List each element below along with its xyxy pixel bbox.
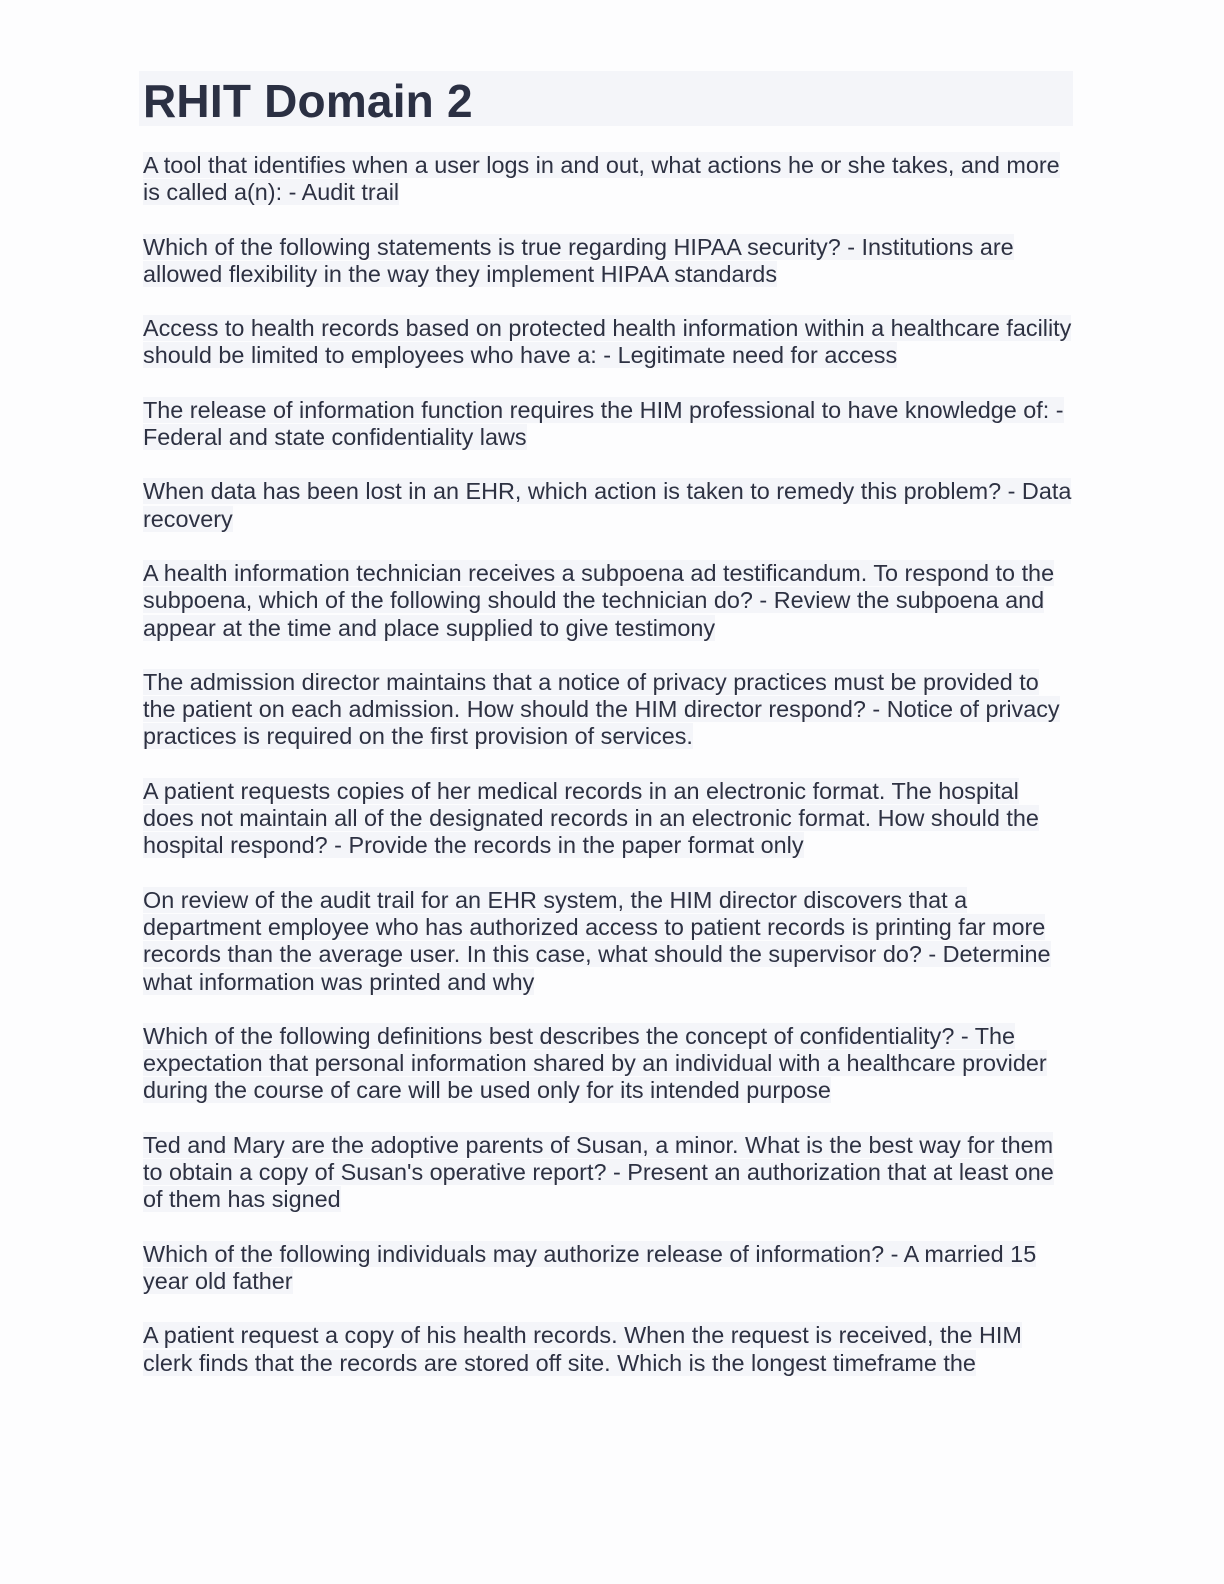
title-bar — [139, 71, 1073, 126]
answer-separator: - — [1001, 478, 1022, 505]
page-title: RHIT Domain 2 — [143, 75, 473, 127]
question-answer-item — [139, 234, 1073, 289]
question-answer-text — [143, 152, 1060, 205]
answer-separator: - — [954, 1022, 975, 1049]
question-answer-item — [139, 669, 1073, 751]
question-answer-text — [143, 887, 1051, 995]
answer-text: Provide the records in the paper format only — [348, 832, 804, 859]
question-answer-text — [143, 1241, 1036, 1294]
answer-text: Determine what information was printed and why — [143, 941, 1051, 995]
question-text: Which of the following individuals may authorize release of information? — [143, 1240, 885, 1267]
question-answer-text — [143, 234, 1014, 287]
answer-text: The expectation that personal information shared by an individual with a healthcare provider during the course of care will be used only for its intended purpose — [143, 1022, 1047, 1104]
answer-text: Institutions are allowed flexibility in the way they implement HIPAA standards — [143, 233, 1014, 287]
question-answer-list — [139, 152, 1073, 1377]
answer-separator: - — [840, 233, 862, 260]
answer-separator: - — [884, 1240, 904, 1267]
question-text: A health information technician receives a subpoena ad testificandum. To respond to the subpoena, which of the following should the technician do? — [143, 559, 1055, 614]
answer-text: Legitimate need for access — [617, 342, 898, 369]
question-answer-text — [143, 315, 1071, 368]
question-answer-item — [139, 778, 1073, 860]
question-answer-item — [139, 1023, 1073, 1105]
question-answer-item — [139, 887, 1073, 996]
question-answer-item — [139, 152, 1073, 207]
question-answer-item — [139, 478, 1073, 533]
question-text: The release of information function requires the HIM professional to have knowledge of: — [143, 396, 1050, 423]
answer-separator: - — [865, 696, 887, 723]
answer-separator: - — [1049, 396, 1064, 423]
question-answer-text — [143, 478, 1071, 531]
question-answer-text — [143, 560, 1054, 641]
answer-text: Federal and state confidentiality laws — [143, 424, 527, 451]
question-text: Ted and Mary are the adoptive parents of Susan, a minor. What is the best way for them to obtain a copy of Susan's operative report? — [143, 1131, 1054, 1186]
question-answer-text — [143, 1023, 1047, 1104]
answer-text: Notice of privacy practices is required on the first provision of services. — [143, 696, 1060, 750]
question-answer-item — [139, 1132, 1073, 1214]
answer-separator: - — [921, 941, 943, 968]
question-answer-text — [143, 1132, 1054, 1213]
answer-separator: - — [282, 179, 302, 206]
question-text: Which of the following definitions best describes the concept of confidentiality? — [143, 1022, 955, 1049]
answer-text: Audit trail — [301, 179, 400, 206]
question-answer-item — [139, 1241, 1073, 1296]
document-page — [139, 71, 1073, 1404]
question-answer-text — [143, 397, 1064, 450]
question-text: Access to health records based on protected health information within a healthcare facility should be limited to employees who have a: — [143, 315, 1072, 369]
answer-separator: - — [606, 1159, 628, 1186]
question-text: A tool that identifies when a user logs in and out, what actions he or she takes, and more is called a(n): — [143, 152, 1060, 206]
question-answer-text — [143, 1322, 1022, 1375]
question-answer-item — [139, 315, 1073, 370]
question-text: When data has been lost in an EHR, which action is taken to remedy this problem? — [143, 478, 1002, 505]
question-answer-text — [143, 778, 1039, 859]
answer-text: A married 15 year old father — [143, 1240, 1037, 1294]
answer-separator: - — [596, 342, 618, 369]
question-answer-item — [139, 1322, 1073, 1377]
question-text: Which of the following statements is true regarding HIPAA security? — [143, 233, 841, 260]
question-text: The admission director maintains that a notice of privacy practices must be provided to the patient on each admission. How should the HIM director respond? — [143, 668, 1039, 723]
question-answer-text — [143, 669, 1060, 750]
answer-separator: - — [752, 587, 774, 614]
answer-text: Present an authorization that at least one of them has signed — [143, 1159, 1054, 1213]
answer-text: Data recovery — [143, 478, 1072, 532]
question-text: A patient request a copy of his health records. When the request is received, the HIM clerk finds that the records are stored off site. Which is the longest timeframe the — [143, 1322, 1022, 1376]
question-answer-item — [139, 397, 1073, 452]
question-text: A patient requests copies of her medical records in an electronic format. The hospital does not maintain all of the designated records in an electronic format. How should the hospital respond? — [143, 777, 1039, 859]
question-answer-item — [139, 560, 1073, 642]
answer-separator: - — [327, 832, 349, 859]
question-text: On review of the audit trail for an EHR system, the HIM director discovers that a department employee who has authorized access to patient records is printing far more records than the average user. In this case, what should the supervisor do? — [143, 886, 1046, 968]
answer-text: Review the subpoena and appear at the time and place supplied to give testimony — [143, 587, 1045, 641]
